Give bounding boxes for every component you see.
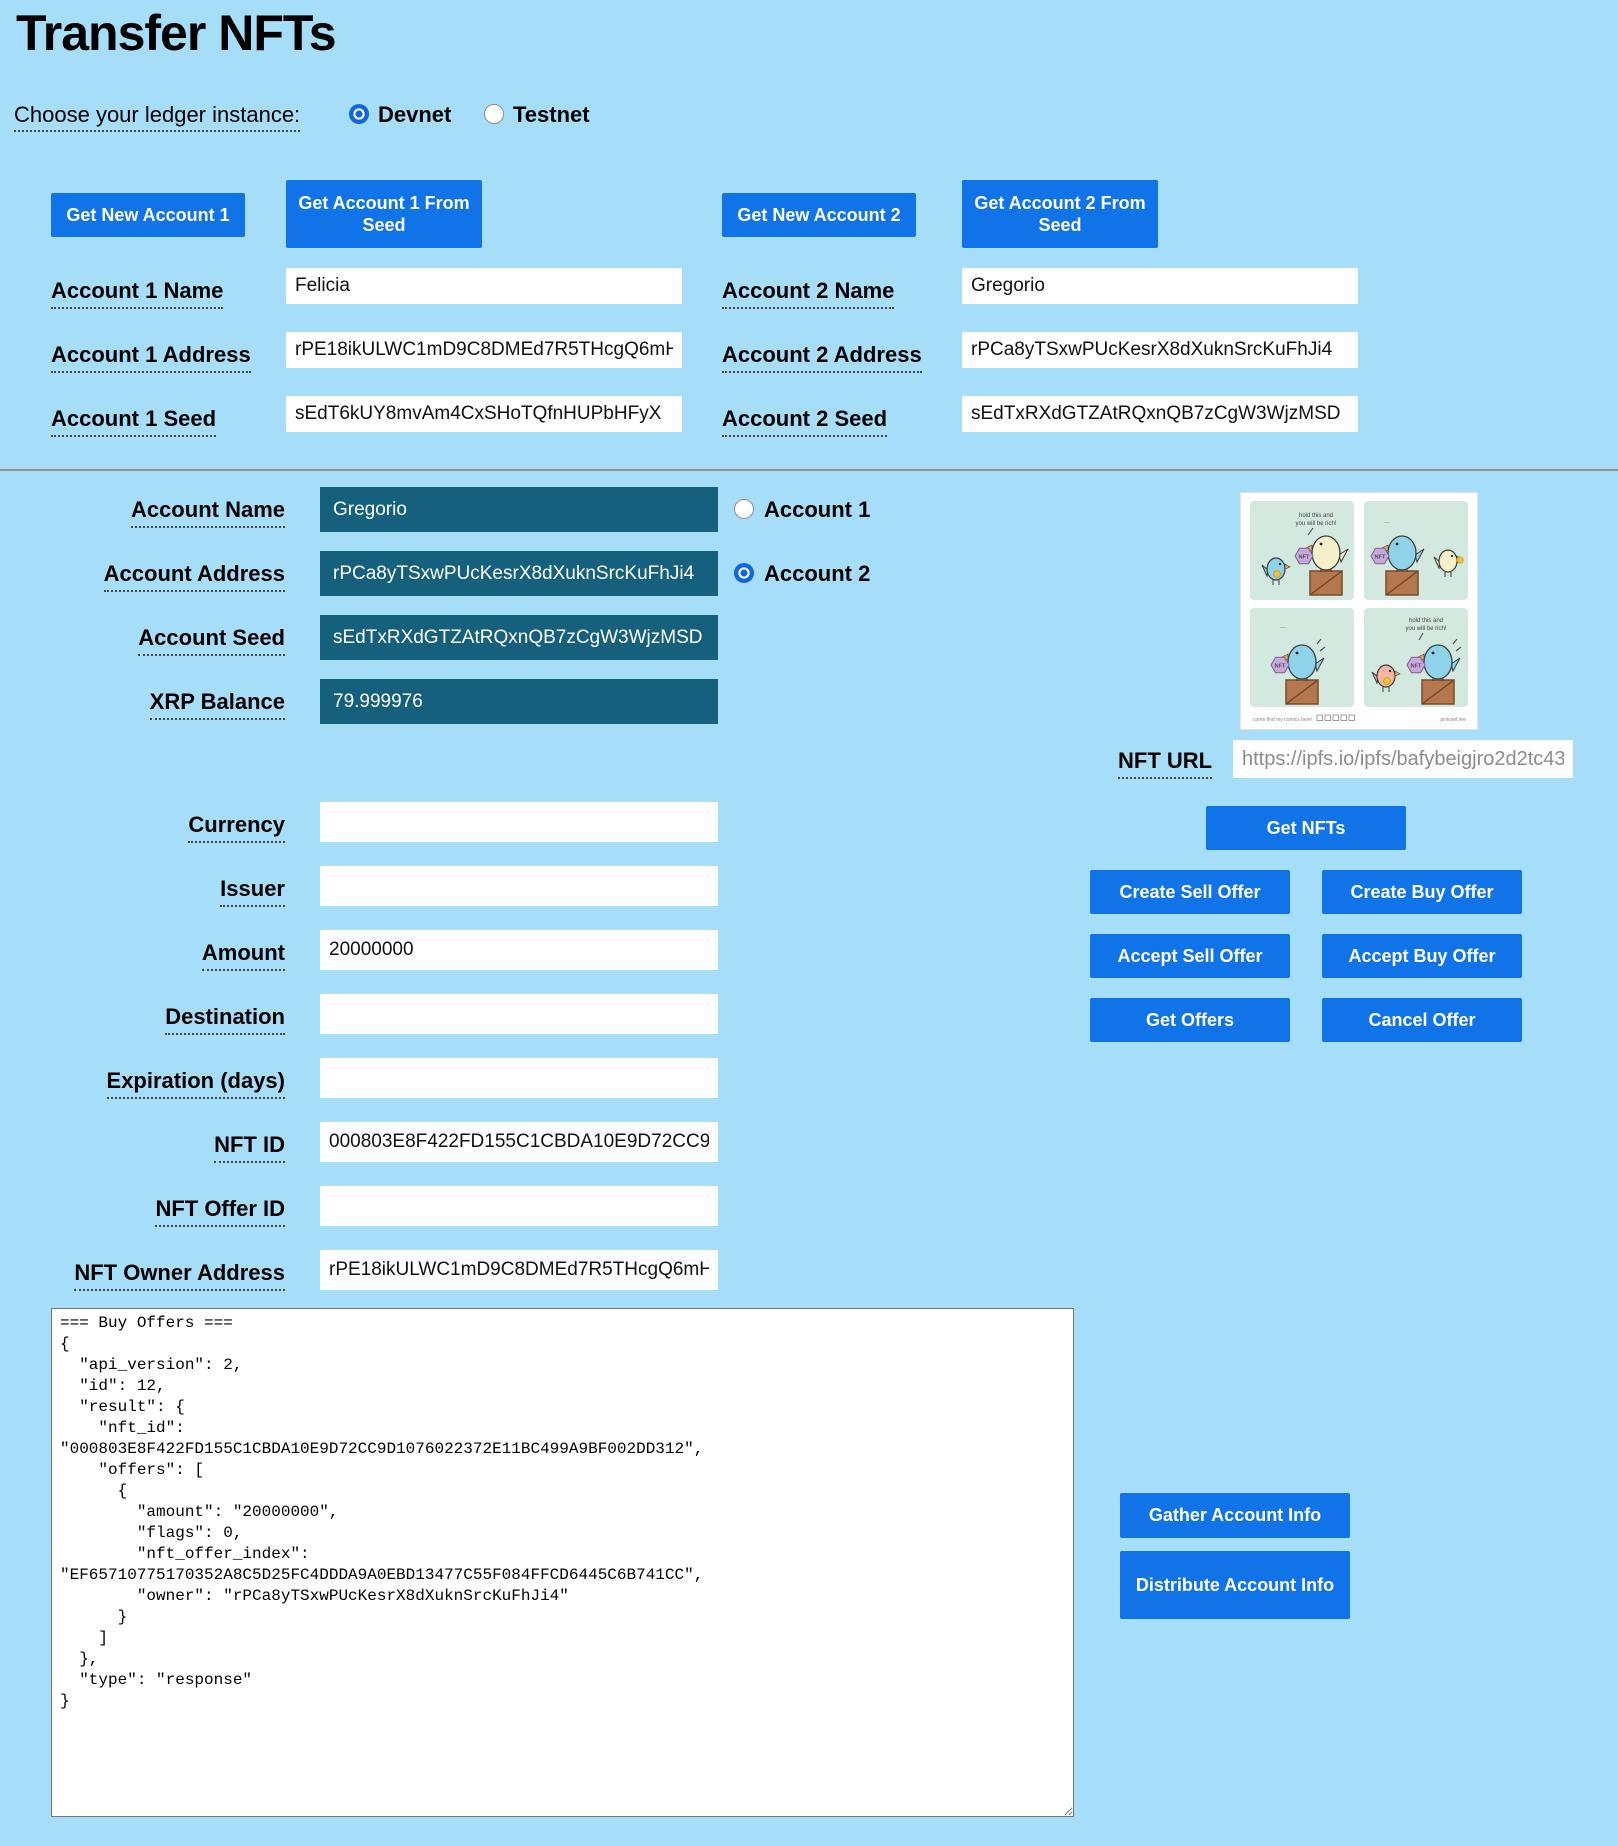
- account2-name-input[interactable]: [962, 268, 1358, 304]
- get-account-2-from-seed-button[interactable]: Get Account 2 From Seed: [962, 180, 1158, 248]
- svg-text:you will be rich!: you will be rich!: [1295, 521, 1337, 527]
- testnet-label: Testnet: [513, 102, 590, 127]
- nft-image: [1240, 492, 1478, 730]
- accept-buy-offer-button[interactable]: Accept Buy Offer: [1322, 934, 1522, 978]
- get-offers-button[interactable]: Get Offers: [1090, 998, 1290, 1042]
- get-new-account-2-button[interactable]: Get New Account 2: [722, 193, 916, 237]
- testnet-radio[interactable]: [484, 104, 504, 124]
- nft-offer-id-label: NFT Offer ID: [0, 1196, 285, 1222]
- svg-text:you will be rich!: you will be rich!: [1405, 626, 1447, 632]
- get-new-account-1-button[interactable]: Get New Account 1: [51, 193, 245, 237]
- distribute-account-info-button[interactable]: Distribute Account Info: [1120, 1551, 1350, 1619]
- nft-offer-id-input[interactable]: [320, 1186, 718, 1226]
- account-2-radio[interactable]: [734, 563, 754, 583]
- svg-text:pinkowl.live: pinkowl.live: [1440, 717, 1466, 723]
- account-1-radio-label: Account 1: [764, 497, 871, 522]
- cancel-offer-button[interactable]: Cancel Offer: [1322, 998, 1522, 1042]
- xrp-balance-label: XRP Balance: [0, 689, 285, 715]
- account2-address-input[interactable]: [962, 332, 1358, 368]
- svg-text:NFT: NFT: [1298, 554, 1310, 561]
- svg-text:come find my comics here!: come find my comics here!: [1253, 717, 1313, 723]
- amount-label: Amount: [0, 940, 285, 966]
- devnet-label: Devnet: [378, 102, 452, 127]
- nft-url-input[interactable]: [1233, 740, 1573, 778]
- svg-text:NFT: NFT: [1274, 663, 1286, 670]
- account1-name-label: Account 1 Name: [51, 278, 223, 304]
- nft-comic-svg: [1241, 493, 1477, 729]
- nft-id-input[interactable]: [320, 1122, 718, 1162]
- svg-text:NFT: NFT: [1374, 554, 1386, 561]
- account2-name-label: Account 2 Name: [722, 278, 894, 304]
- account1-name-input[interactable]: [286, 268, 682, 304]
- get-account-1-from-seed-button[interactable]: Get Account 1 From Seed: [286, 180, 482, 248]
- svg-text:...: ...: [1384, 518, 1390, 525]
- devnet-radio[interactable]: [349, 104, 369, 124]
- destination-input[interactable]: [320, 994, 718, 1034]
- create-sell-offer-button[interactable]: Create Sell Offer: [1090, 870, 1290, 914]
- account1-seed-input[interactable]: [286, 396, 682, 432]
- issuer-label: Issuer: [0, 876, 285, 902]
- account-name-label: Account Name: [0, 497, 285, 523]
- expiration-input[interactable]: [320, 1058, 718, 1098]
- svg-text:NFT: NFT: [1410, 663, 1422, 670]
- account-seed-label: Account Seed: [0, 625, 285, 651]
- account1-seed-label: Account 1 Seed: [51, 406, 216, 432]
- nft-url-label: NFT URL: [1118, 748, 1212, 774]
- nft-owner-address-label: NFT Owner Address: [0, 1260, 285, 1286]
- xrp-balance-field[interactable]: [320, 679, 718, 724]
- svg-text:hold this and: hold this and: [1408, 618, 1444, 624]
- account-address-field[interactable]: [320, 551, 718, 596]
- account-2-radio-label: Account 2: [764, 561, 871, 586]
- nft-owner-address-input[interactable]: [320, 1250, 718, 1290]
- account-name-field[interactable]: [320, 487, 718, 532]
- svg-text:...: ...: [1280, 623, 1286, 630]
- currency-label: Currency: [0, 812, 285, 838]
- account-address-label: Account Address: [0, 561, 285, 587]
- account-seed-field[interactable]: [320, 615, 718, 660]
- create-buy-offer-button[interactable]: Create Buy Offer: [1322, 870, 1522, 914]
- account2-address-label: Account 2 Address: [722, 342, 922, 368]
- account1-address-label: Account 1 Address: [51, 342, 251, 368]
- gather-account-info-button[interactable]: Gather Account Info: [1120, 1493, 1350, 1538]
- account2-seed-input[interactable]: [962, 396, 1358, 432]
- get-nfts-button[interactable]: Get NFTs: [1206, 806, 1406, 850]
- results-textarea[interactable]: [51, 1308, 1074, 1817]
- ledger-instance-label: Choose your ledger instance:: [14, 102, 300, 128]
- account1-address-input[interactable]: [286, 332, 682, 368]
- account-1-radio[interactable]: [734, 499, 754, 519]
- currency-input[interactable]: [320, 802, 718, 842]
- account2-seed-label: Account 2 Seed: [722, 406, 887, 432]
- nft-id-label: NFT ID: [0, 1132, 285, 1158]
- amount-input[interactable]: [320, 930, 718, 970]
- issuer-input[interactable]: [320, 866, 718, 906]
- accept-sell-offer-button[interactable]: Accept Sell Offer: [1090, 934, 1290, 978]
- section-divider: [0, 469, 1618, 471]
- destination-label: Destination: [0, 1004, 285, 1030]
- page-title: Transfer NFTs: [16, 5, 336, 61]
- expiration-label: Expiration (days): [0, 1068, 285, 1094]
- svg-text:hold this and: hold this and: [1298, 513, 1334, 519]
